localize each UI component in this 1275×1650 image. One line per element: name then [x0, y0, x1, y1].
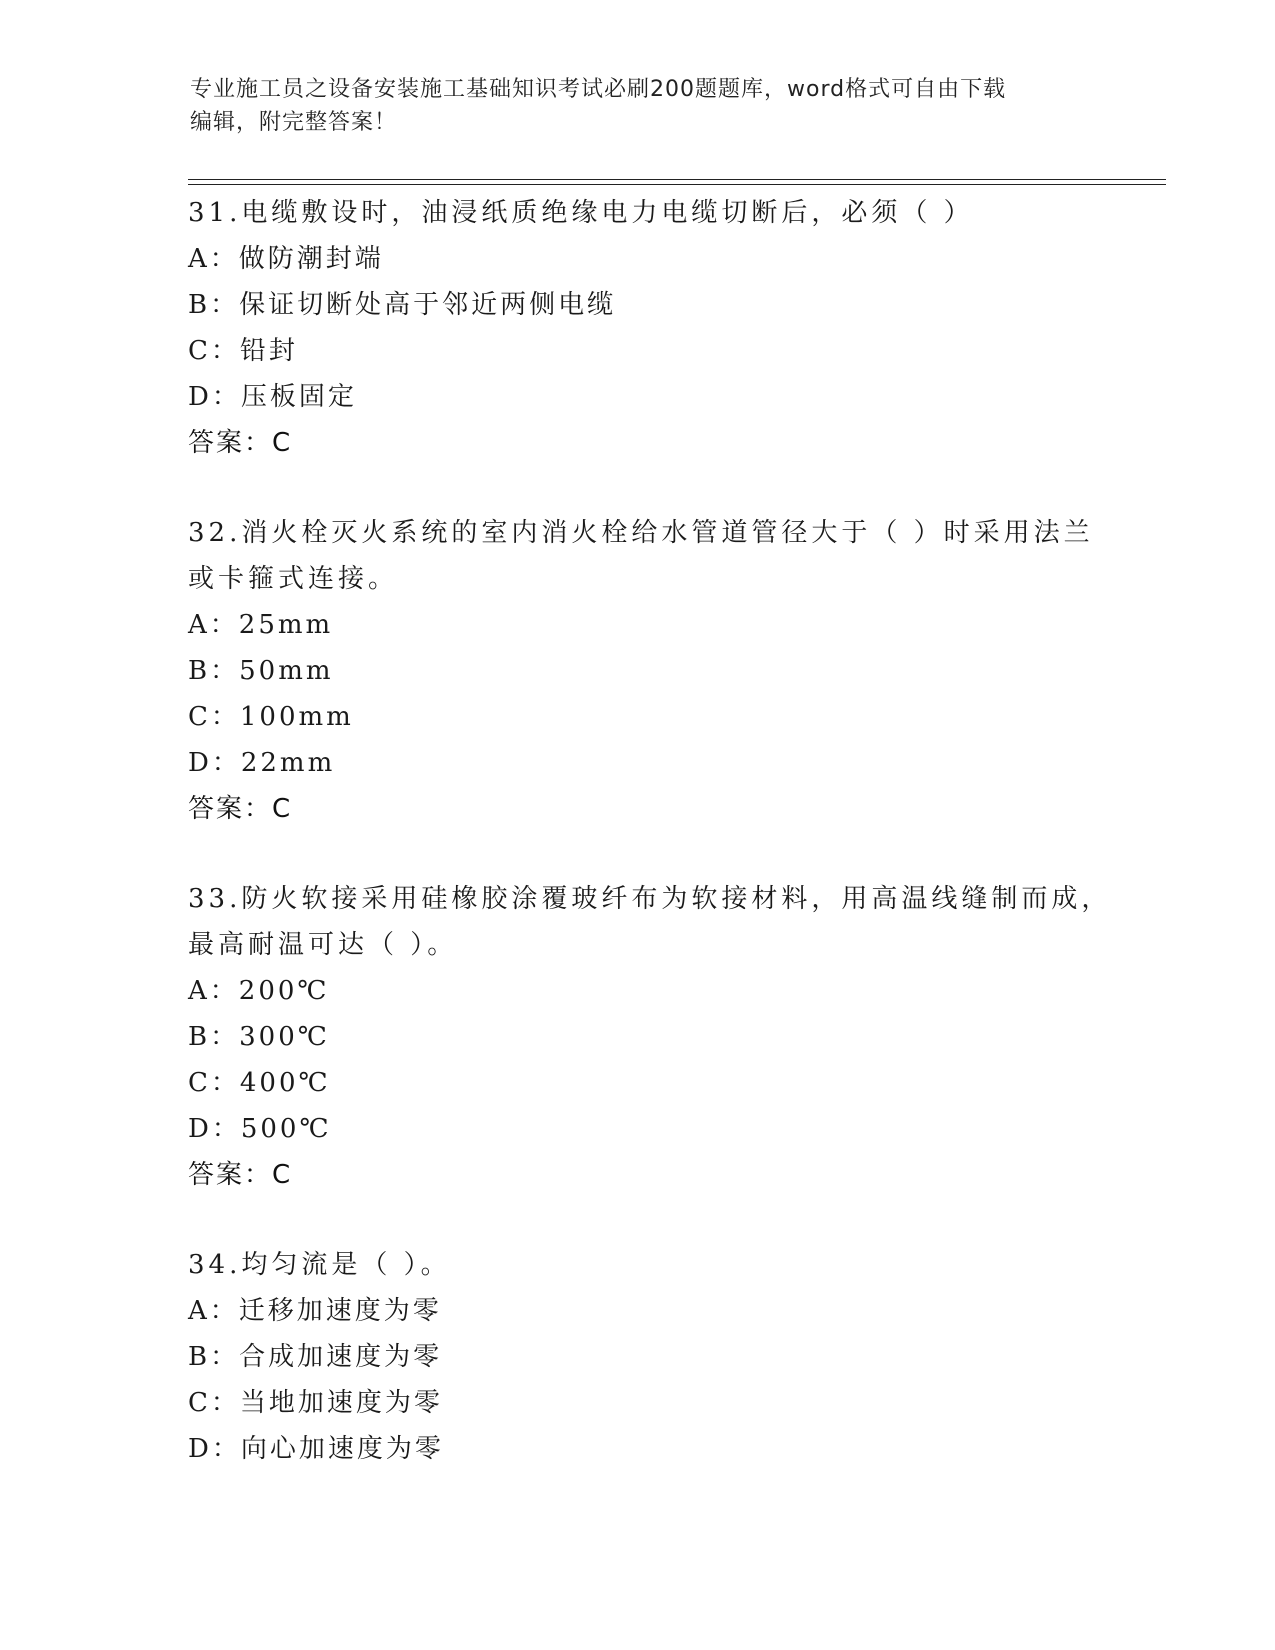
- question-31: [188, 190, 1088, 466]
- option-a: A：做防潮封端: [188, 244, 384, 274]
- question-spacer: [188, 832, 1088, 876]
- option-d: D：22mm: [188, 748, 336, 778]
- question-stem-continued: 或卡箍式连接。: [188, 564, 399, 594]
- question-spacer: [188, 466, 1088, 510]
- option-a: A：迁移加速度为零: [188, 1296, 442, 1326]
- document-header: [190, 73, 1090, 139]
- header-line-2: 编辑，附完整答案！: [190, 110, 398, 135]
- answer-line: 答案：C: [188, 428, 293, 458]
- option-d: D：压板固定: [188, 382, 357, 412]
- header-divider-bottom: [188, 184, 1166, 185]
- header-divider-top: [188, 179, 1166, 180]
- question-stem: 33.防火软接采用硅橡胶涂覆玻纤布为软接材料，用高温线缝制而成，: [188, 884, 1112, 914]
- option-b: B：保证切断处高于邻近两侧电缆: [188, 290, 617, 320]
- question-spacer: [188, 1198, 1088, 1242]
- option-a: A：25mm: [188, 610, 334, 640]
- option-d: D：500℃: [188, 1114, 332, 1144]
- option-b: B：300℃: [188, 1022, 330, 1052]
- option-a: A：200℃: [188, 976, 330, 1006]
- question-stem: 34.均匀流是（ ）。: [188, 1250, 451, 1280]
- question-stem-continued: 最高耐温可达（ ）。: [188, 930, 458, 960]
- answer-line: 答案：C: [188, 1160, 293, 1190]
- option-c: C：100mm: [188, 702, 354, 732]
- question-list: [188, 190, 1112, 1472]
- option-c: C：当地加速度为零: [188, 1388, 443, 1418]
- question-32: [188, 510, 1094, 832]
- option-b: B：合成加速度为零: [188, 1342, 443, 1372]
- question-34: [188, 1242, 1088, 1472]
- answer-line: 答案：C: [188, 794, 293, 824]
- option-b: B：50mm: [188, 656, 334, 686]
- header-line-1: 专业施工员之设备安装施工基础知识考试必刷200题题库，word格式可自由下载: [190, 77, 1007, 102]
- option-d: D：向心加速度为零: [188, 1434, 444, 1464]
- question-stem: 31.电缆敷设时，油浸纸质绝缘电力电缆切断后，必须（ ）: [188, 198, 974, 228]
- option-c: C：400℃: [188, 1068, 331, 1098]
- question-stem: 32.消火栓灭火系统的室内消火栓给水管道管径大于（ ）时采用法兰: [188, 518, 1094, 548]
- option-c: C：铅封: [188, 336, 298, 366]
- question-33: [188, 876, 1112, 1198]
